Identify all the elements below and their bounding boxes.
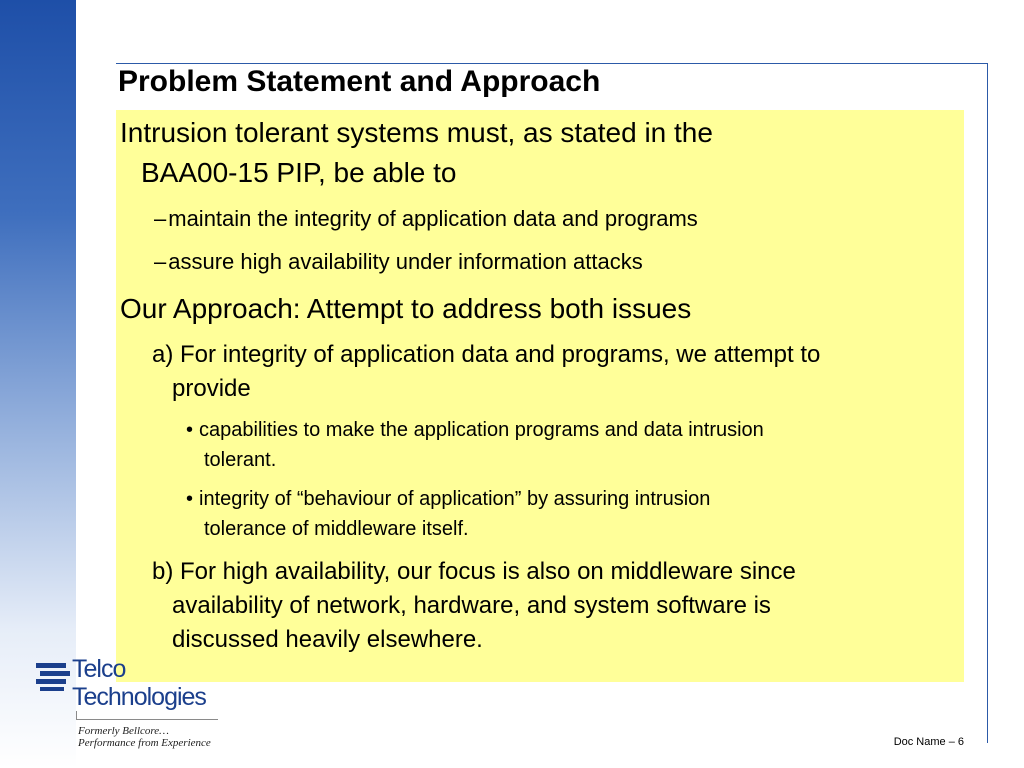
approach-b-line3: discussed heavily elsewhere. bbox=[172, 626, 483, 653]
item1-line2: BAA00-15 PIP, be able to bbox=[141, 157, 457, 188]
logo-name-line2: Technologies bbox=[72, 683, 206, 711]
approach-a-bullet-1-line1: capabilities to make the application programs and data intrusion bbox=[199, 419, 764, 441]
logo-tagline-line2: Performance from Experience bbox=[78, 737, 211, 749]
bullet-symbol: • bbox=[186, 488, 194, 510]
bullet-symbol: • bbox=[186, 419, 194, 441]
logo-tick bbox=[76, 711, 77, 719]
footer-doc-label: Doc Name – 6 bbox=[893, 736, 964, 748]
dash-symbol: – bbox=[154, 249, 167, 274]
approach-a-bullet-1-line2: tolerant. bbox=[204, 449, 277, 471]
dash-symbol: – bbox=[154, 206, 167, 231]
approach-a-line2: provide bbox=[172, 375, 251, 402]
logo-tagline bbox=[78, 725, 211, 749]
logo-divider bbox=[76, 719, 218, 720]
approach-a-line1: a) For integrity of application data and programs, we attempt to bbox=[152, 341, 821, 368]
sub-item-1-text: maintain the integrity of application data and programs bbox=[168, 206, 698, 231]
sub-item-1 bbox=[154, 205, 698, 233]
content-box bbox=[116, 110, 964, 682]
side-gradient-bar bbox=[0, 0, 76, 768]
approach-b-line1: b) For high availability, our focus is also on middleware since bbox=[152, 558, 796, 585]
telco-mark-icon bbox=[34, 657, 72, 697]
approach-a-bullet-2-line1: integrity of “behaviour of application” by assuring intrusion bbox=[199, 488, 711, 510]
approach-a-bullet-2 bbox=[186, 486, 710, 512]
logo-wordmark bbox=[72, 655, 206, 711]
slide-title: Problem Statement and Approach bbox=[118, 65, 601, 98]
approach-a-bullet-2-line2: tolerance of middleware itself. bbox=[204, 518, 469, 540]
frame-right-line bbox=[987, 63, 988, 743]
approach-b-line2: availability of network, hardware, and system software is bbox=[172, 592, 771, 619]
item1-line1: Intrusion tolerant systems must, as stated in the bbox=[120, 117, 713, 148]
logo-tagline-line1: Formerly Bellcore… bbox=[78, 725, 169, 737]
item2-approach: Our Approach: Attempt to address both issues bbox=[120, 293, 692, 324]
logo-name-line1: Telco bbox=[72, 655, 126, 683]
sub-item-2 bbox=[154, 248, 643, 276]
approach-a-bullet-1 bbox=[186, 417, 764, 443]
sub-item-2-text: assure high availability under information attacks bbox=[168, 249, 643, 274]
company-logo bbox=[34, 655, 234, 755]
